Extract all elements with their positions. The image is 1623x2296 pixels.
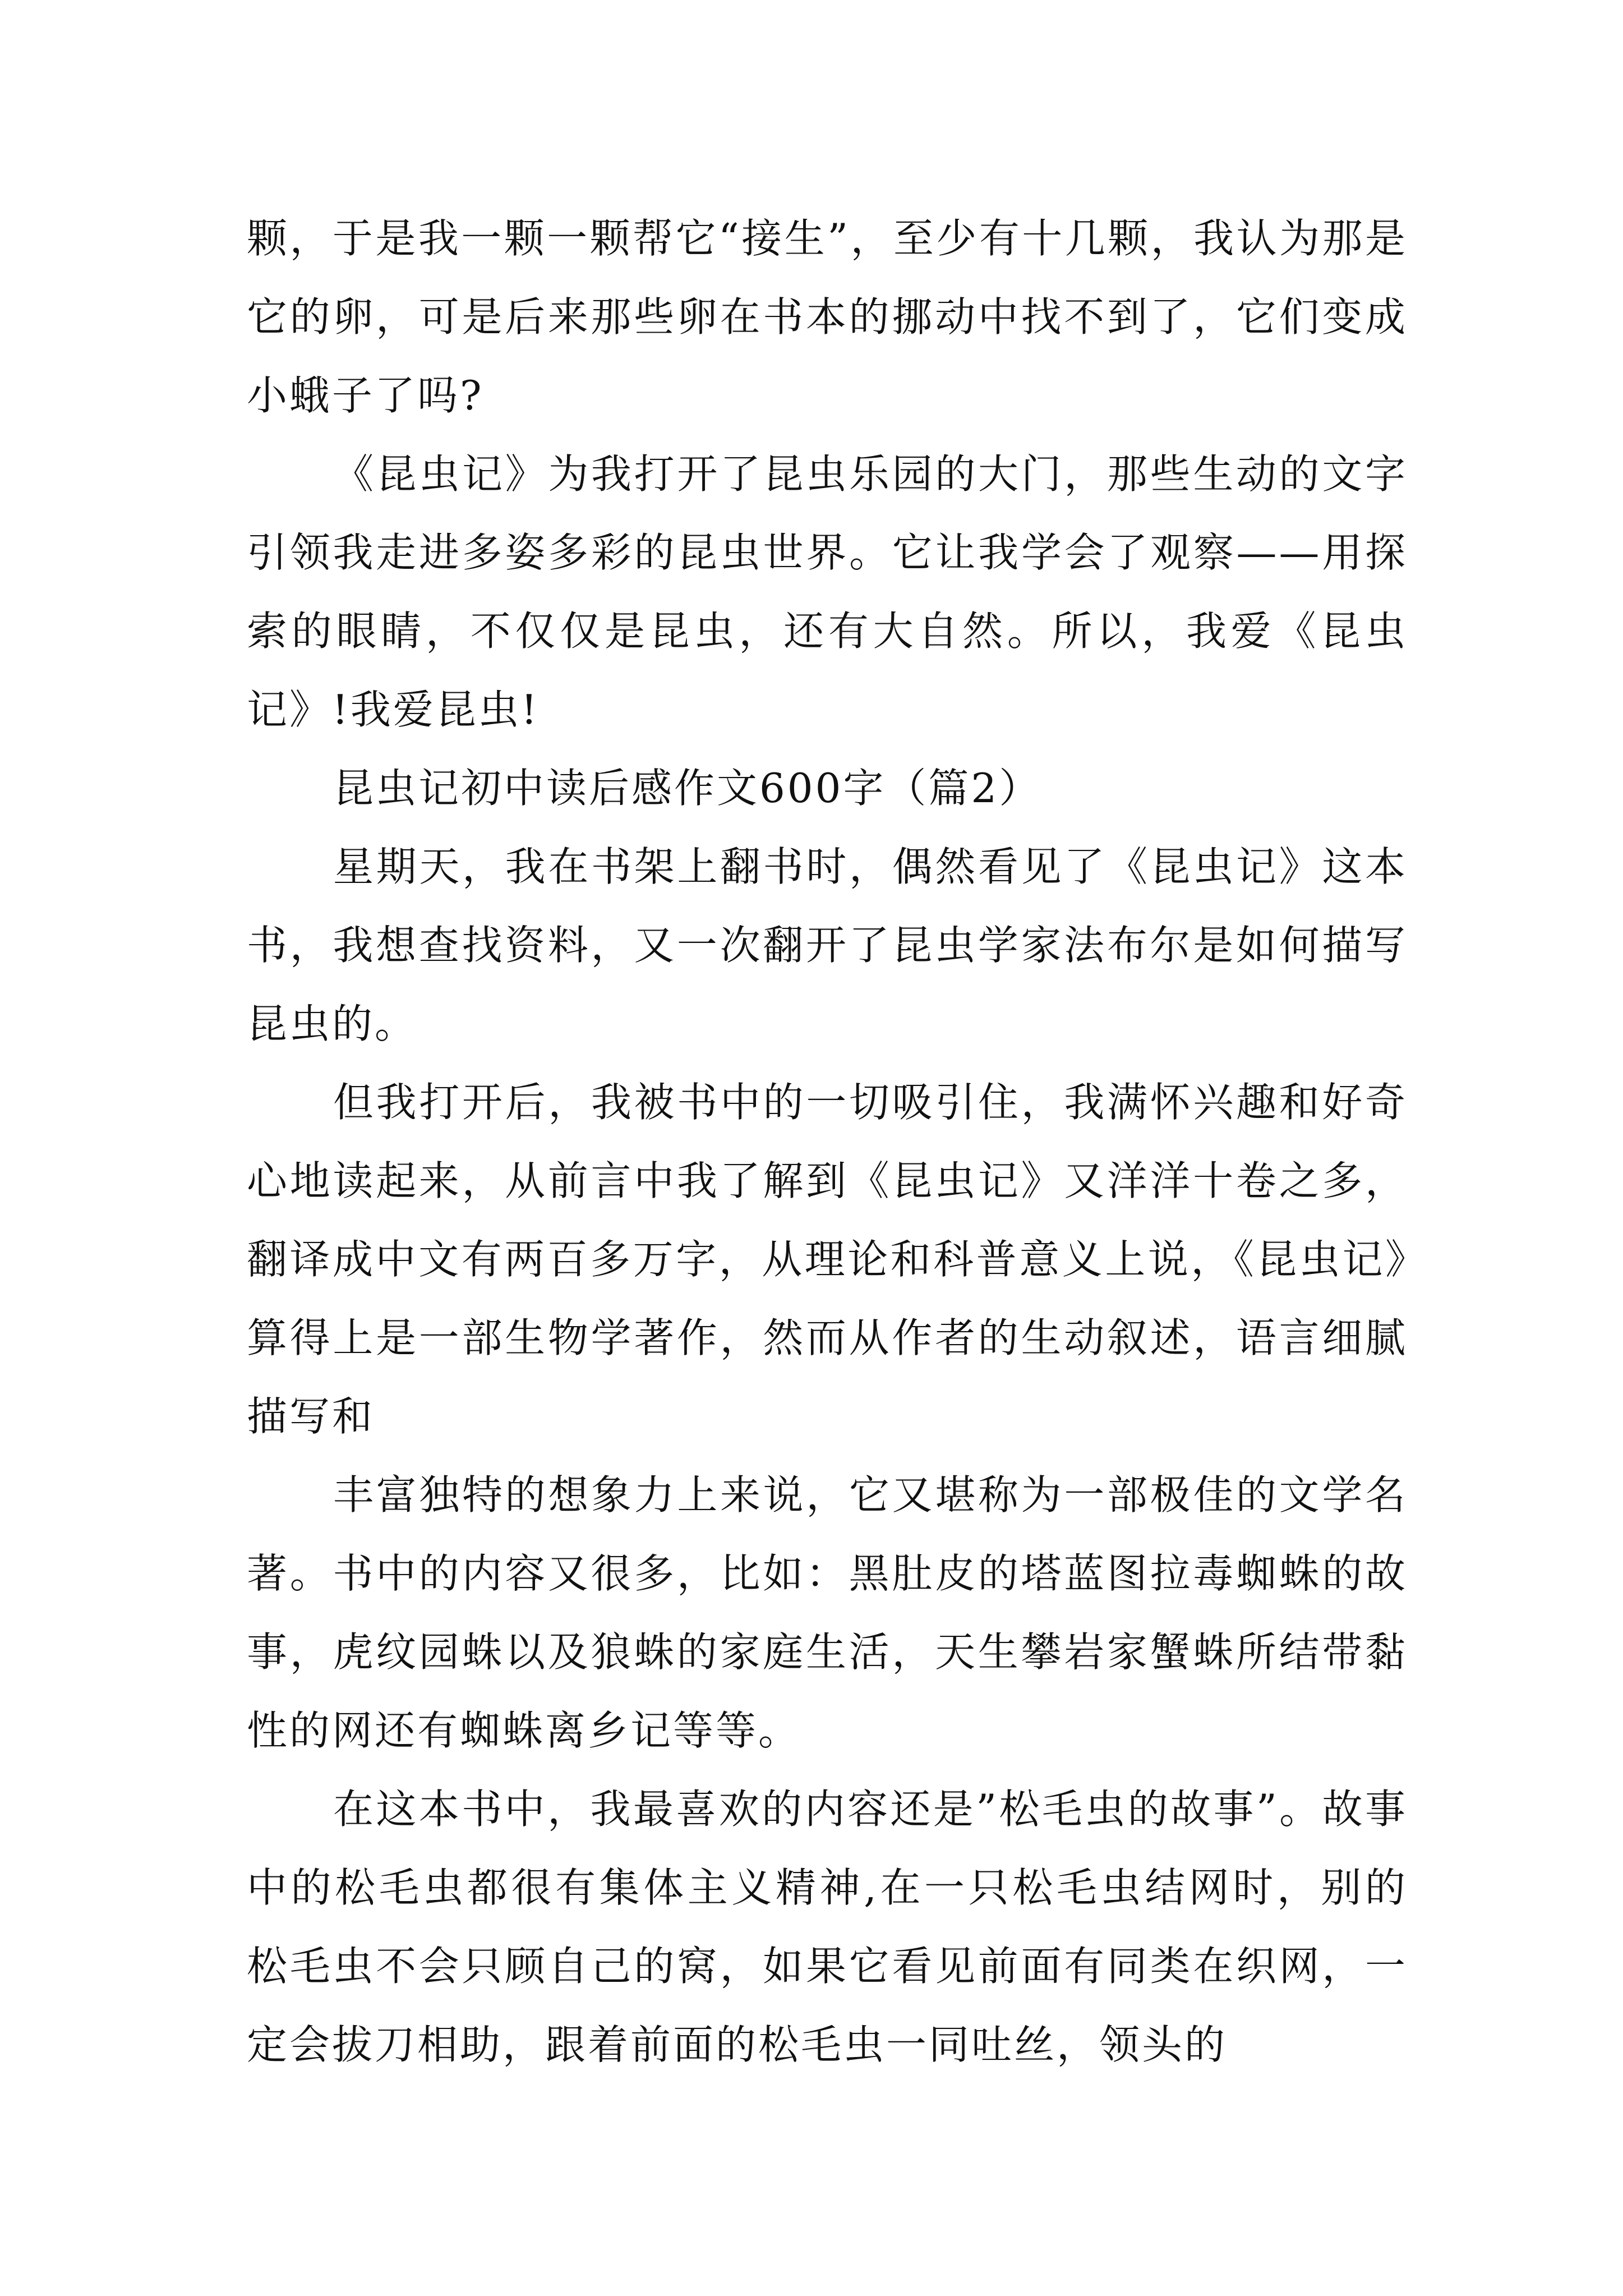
paragraph: 但我打开后，我被书中的一切吸引住，我满怀兴趣和好奇心地读起来，从前言中我了解到《昆虫记》又洋洋十卷之多，翻译成中文有两百多万字，从理论和科普意义上说，《昆虫记》算得上是一部生物学著作，然而从作者的生动叙述，语言细腻描写和: [247, 1079, 1408, 1440]
paragraph: 丰富独特的想象力上来说，它又堪称为一部极佳的文学名著。书中的内容又很多，比如：黑肚皮的塔蓝图拉毒蜘蛛的故事，虎纹园蛛以及狼蛛的家庭生活，天生攀岩家蟹蛛所结带黏性的网还有蜘蛛离乡记等等。: [247, 1471, 1408, 1754]
paragraph: 星期天，我在书架上翻书时，偶然看见了《昆虫记》这本书，我想查找资料，又一次翻开了昆虫学家法布尔是如何描写昆虫的。: [247, 843, 1408, 1047]
paragraph: 在这本书中，我最喜欢的内容还是”松毛虫的故事”。故事中的松毛虫都很有集体主义精神,在一只松毛虫结网时，别的松毛虫不会只顾自己的窝，如果它看见前面有同类在织网，一定会拔刀相助，跟着前面的松毛虫一同吐丝，领头的: [247, 1786, 1408, 2068]
section-heading: 昆虫记初中读后感作文600字（篇2）: [333, 765, 1042, 812]
paragraph: 颗，于是我一颗一颗帮它“接生”，至少有十几颗，我认为那是它的卵，可是后来那些卵在书本的挪动中找不到了，它们变成小蛾子了吗?: [247, 215, 1408, 419]
document-body: [247, 199, 1408, 2084]
paragraph: 《昆虫记》为我打开了昆虫乐园的大门，那些生动的文字引领我走进多姿多彩的昆虫世界。它让我学会了观察——用探索的眼睛，不仅仅是昆虫，还有大自然。所以，我爱《昆虫记》!我爱昆虫!: [247, 450, 1408, 733]
